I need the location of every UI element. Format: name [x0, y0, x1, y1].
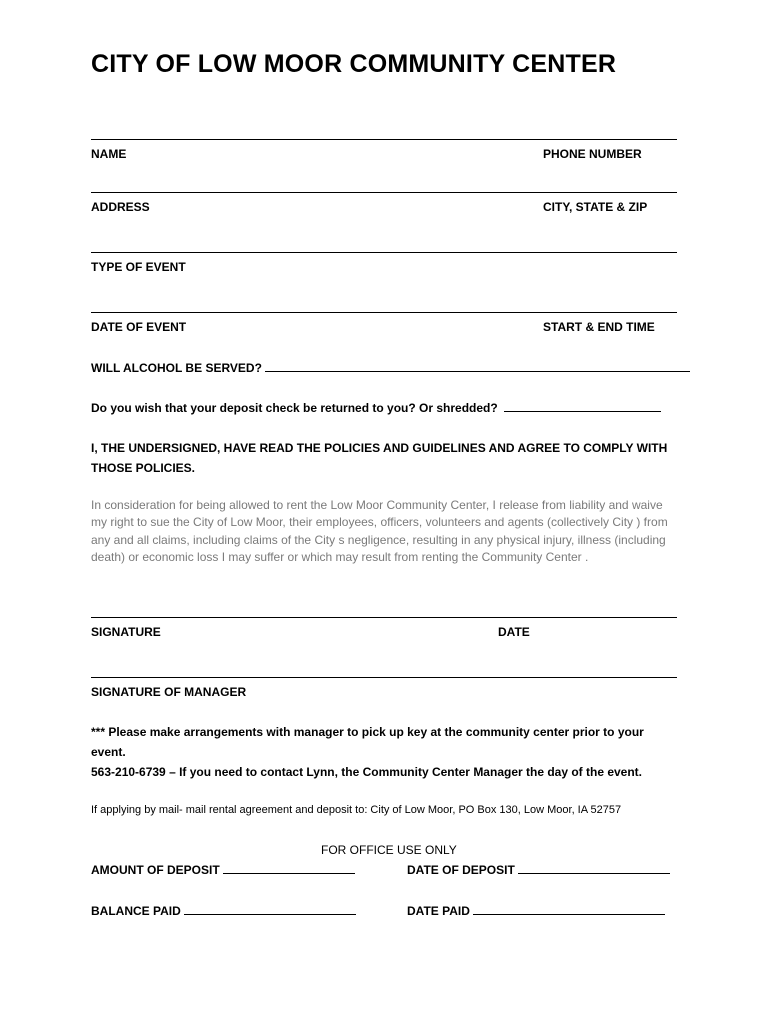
agreement-line-1: I, THE UNDERSIGNED, HAVE READ THE POLICIES AND GUIDELINES AND AGREE TO COMPLY WITH	[91, 441, 668, 455]
date-of-deposit-line[interactable]	[518, 862, 670, 874]
office-use-heading: FOR OFFICE USE ONLY	[321, 843, 457, 857]
manager-signature-line[interactable]	[91, 677, 677, 678]
balance-paid-line[interactable]	[184, 903, 356, 915]
city-state-zip-label: CITY, STATE & ZIP	[543, 200, 648, 214]
mail-instructions: If applying by mail- mail rental agreement and deposit to: City of Low Moor, PO Box 130, Low Moor, IA 52757	[91, 804, 622, 816]
liability-waiver: In consideration for being allowed to rent the Low Moor Community Center, I release from liability and waive my right to sue the City of Low Moor, their employees, officers, volunteers and agents (collectively City ) from any and all claims, including claims of the City s negligence, resulting in any physical injury, illness (including death) or economic loss I may suffer or which may result from renting the Community Center .	[91, 498, 668, 564]
address-line[interactable]	[91, 192, 677, 193]
name-line[interactable]	[91, 139, 677, 140]
date-of-deposit-field	[407, 862, 670, 877]
date-paid-label: DATE PAID	[407, 904, 470, 918]
note-line-2: event.	[91, 745, 126, 759]
deposit-question	[91, 400, 661, 415]
signature-label: SIGNATURE	[91, 625, 161, 639]
page-title: CITY OF LOW MOOR COMMUNITY CENTER	[91, 50, 617, 78]
note-line-1: *** Please make arrangements with manager to pick up key at the community center prior to your	[91, 725, 644, 739]
date-paid-line[interactable]	[473, 903, 665, 915]
agreement-line-2: THOSE POLICIES.	[91, 461, 196, 475]
amount-of-deposit-label: AMOUNT OF DEPOSIT	[91, 863, 220, 877]
agreement-statement	[91, 438, 681, 478]
date-of-event-line[interactable]	[91, 312, 677, 313]
date-of-deposit-label: DATE OF DEPOSIT	[407, 863, 515, 877]
type-of-event-line[interactable]	[91, 252, 677, 253]
address-label: ADDRESS	[91, 200, 150, 214]
alcohol-label: WILL ALCOHOL BE SERVED?	[91, 361, 262, 375]
date-paid-field	[407, 903, 665, 918]
start-end-time-label: START & END TIME	[543, 320, 655, 334]
amount-of-deposit-line[interactable]	[223, 862, 355, 874]
name-label: NAME	[91, 147, 127, 161]
deposit-question-label: Do you wish that your deposit check be returned to you? Or shredded?	[91, 401, 498, 415]
key-pickup-note	[91, 722, 681, 782]
contact-line: 563-210-6739 – If you need to contact Lynn, the Community Center Manager the day of the event.	[91, 765, 643, 779]
type-of-event-label: TYPE OF EVENT	[91, 260, 186, 274]
signature-line[interactable]	[91, 617, 677, 618]
alcohol-input-line[interactable]	[265, 360, 690, 372]
manager-signature-label: SIGNATURE OF MANAGER	[91, 685, 247, 699]
date-label: DATE	[498, 625, 530, 639]
phone-label: PHONE NUMBER	[543, 147, 642, 161]
balance-paid-field	[91, 903, 356, 918]
alcohol-question	[91, 360, 690, 375]
deposit-answer-line[interactable]	[504, 400, 661, 412]
amount-of-deposit-field	[91, 862, 355, 877]
balance-paid-label: BALANCE PAID	[91, 904, 181, 918]
date-of-event-label: DATE OF EVENT	[91, 320, 187, 334]
